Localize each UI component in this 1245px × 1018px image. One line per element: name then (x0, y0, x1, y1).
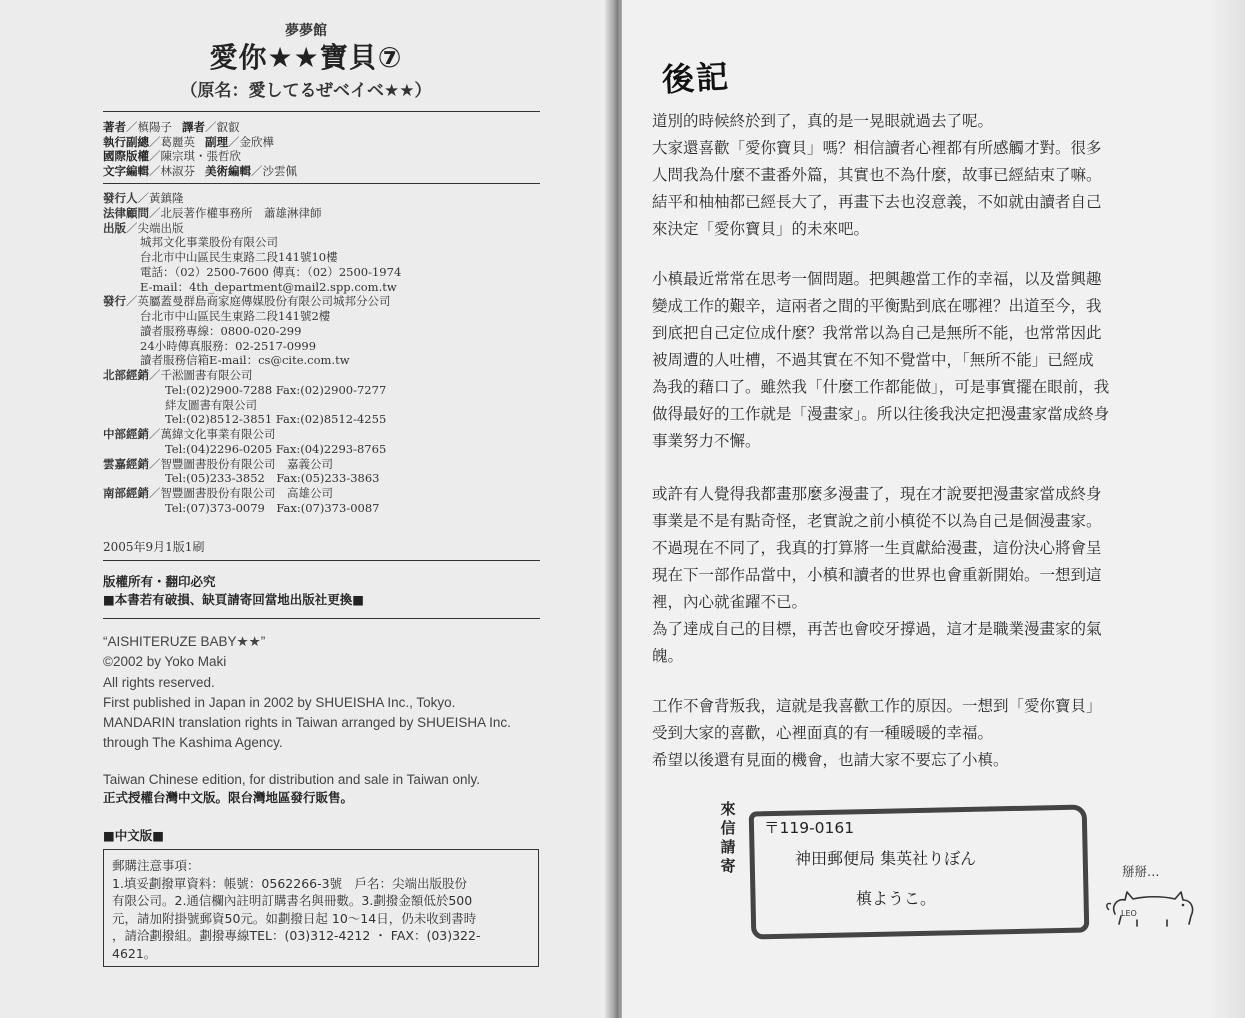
info-row (103, 471, 401, 486)
info-row (103, 324, 401, 339)
info-row (103, 339, 401, 354)
credit-row (103, 149, 297, 164)
info-value: Tel:(05)233-3852 Fax:(05)233-3863 (165, 471, 380, 486)
credit-role: 國際版權 (103, 149, 149, 164)
info-label: 中部經銷 (103, 427, 149, 441)
info-label: 出版 (103, 220, 126, 235)
postal-code: 〒119-0161 (764, 819, 855, 837)
info-label: 雲嘉經銷 (103, 456, 149, 471)
divider (103, 618, 540, 619)
credit-name: ／槙陽子 (126, 120, 172, 134)
credit-role: 美術編輯 (205, 163, 251, 178)
handwritten-line: 希望以後還有見面的機會，也請大家不要忘了小槙。 (652, 751, 1009, 769)
info-row (103, 191, 401, 206)
handwritten-line: 被周遭的人吐槽，不過其實在不知不覺當中，「無所不能」已經成 (652, 351, 1094, 369)
info-label: 法律顧問 (103, 205, 149, 220)
credit-role: 譯者 (182, 120, 205, 134)
info-row (103, 383, 401, 398)
edition-en: Taiwan Chinese edition, for distribution and sale in Taiwan only. (103, 772, 480, 787)
print-date: 2005年9月1版1刷 (103, 540, 205, 554)
divider (103, 183, 540, 184)
handwritten-line: 事業努力不懈。 (652, 432, 761, 450)
info-label: 北部經銷 (103, 368, 149, 382)
credit-name: ／林淑芬 (149, 163, 195, 178)
handwritten-line: 受到大家的喜歡，心裡面真的有一種暖暖的幸福。 (652, 724, 994, 742)
info-row (103, 206, 401, 221)
info-value: ／北辰著作權事務所 蕭雄淋律師 (149, 205, 322, 220)
info-row (103, 427, 401, 442)
credit-role: 執行副總 (103, 134, 149, 149)
info-row (103, 235, 401, 250)
info-value: 城邦文化事業股份有限公司 (140, 235, 278, 250)
handwritten-line: 現在下一部作品當中，小槙和讀者的世界也會重新開始。一想到這 (652, 566, 1102, 584)
handwritten-line: 為了達成自己的目標，再苦也會咬牙撐過，這才是職業漫畫家的氣 (652, 620, 1102, 638)
edition-zh: 正式授權台灣中文版。限台灣地區發行販售。 (103, 790, 354, 805)
info-row (103, 398, 401, 413)
credit-role: 副理 (205, 134, 228, 149)
handwritten-line: 或許有人覺得我都畫那麼多漫畫了，現在才說要把漫畫家當成終身 (652, 485, 1102, 503)
zh-edition-label: ■中文版■ (103, 828, 165, 843)
info-label: 發行 (103, 294, 126, 309)
credit-name: ／陳宗琪・張哲欣 (149, 149, 241, 164)
rights-line-2: ■本書若有破損、缺頁請寄回當地出版社更換■ (103, 592, 365, 607)
rights-line-1: 版權所有・翻印必究 (103, 574, 216, 589)
handwritten-line: 事業是不是有點奇怪，老實說之前小槙從不以為自己是個漫畫家。 (652, 512, 1102, 530)
handwritten-line: 不過現在不同了，我真的打算將一生貢獻給漫畫，這份決心將會呈 (652, 539, 1102, 557)
info-value: Tel:(04)2296-0205 Fax:(04)2293-8765 (165, 441, 387, 456)
info-label: 南部經銷 (103, 486, 149, 500)
credit-row (103, 135, 297, 150)
mail-order-notice-box (103, 849, 539, 967)
info-row (103, 250, 401, 265)
handwritten-line: 裡，內心就雀躍不已。 (652, 593, 808, 611)
goodbye-caption: 掰掰… (1122, 864, 1160, 879)
info-value: 24小時傳真服務：02-2517-0999 (140, 338, 317, 353)
staff-credits (103, 120, 297, 178)
mascot-name: LEO (1121, 909, 1137, 918)
english-line: All rights reserved. (103, 674, 215, 690)
info-value: Tel:(02)2900-7288 Fax:(02)2900-7277 (165, 382, 387, 397)
info-value: 電話：（02）2500-7600 傳真：（02）2500-1974 (140, 264, 402, 279)
english-line: ©2002 by Yoko Maki (103, 654, 227, 670)
english-line: through The Kashima Agency. (103, 735, 283, 751)
info-value: ／智豐圖書股份有限公司 嘉義公司 (149, 456, 333, 471)
credit-role: 文字編輯 (103, 163, 149, 178)
info-row (103, 265, 401, 280)
credit-row (103, 164, 297, 179)
handwritten-line: 來決定「愛你寶貝」的未來吧。 (652, 220, 870, 238)
info-row (103, 280, 401, 295)
addressee: 槙ようこ。 (856, 889, 937, 908)
copyright-notice (103, 573, 364, 609)
info-value: Tel:(07)373-0079 Fax:(07)373-0087 (165, 500, 380, 515)
notice-line: 有限公司。2.通信欄內註明訂購書名與冊數。3.劃撥金額低於500 (112, 893, 473, 908)
info-value: E-mail：4th_department@mail2.spp.com.tw (140, 279, 397, 294)
credit-name: ／叡叡 (205, 120, 240, 134)
info-value: 台北市中山區民生東路二段141號10樓 (140, 250, 338, 264)
afterword-paragraph (652, 108, 1212, 243)
handwritten-line: 魄。 (652, 647, 684, 665)
info-value: 讀者服務信箱E-mail：cs@cite.com.tw (140, 353, 350, 368)
info-row (103, 353, 401, 368)
info-row (103, 309, 401, 324)
info-row (103, 368, 401, 383)
notice-line: 郵購注意事項： (112, 858, 200, 873)
publishing-info (103, 191, 401, 516)
info-row (103, 221, 401, 236)
cat-mascot-icon (1105, 880, 1201, 928)
info-value: ／千淞圖書有限公司 (149, 368, 253, 382)
book-title: 愛你★★寶貝⑦ (209, 41, 403, 74)
publisher-label: 夢夢館 (285, 23, 327, 39)
handwritten-line: 做得最好的工作就是「漫畫家」。所以往後我決定把漫畫家當成終身 (652, 405, 1110, 423)
info-row (103, 486, 401, 501)
notice-line: ，請洽劃撥組。劃撥專線TEL：(03)312-4212 ・ FAX：(03)322- (112, 928, 481, 943)
mail-label: 來 信 請 寄 (720, 800, 736, 875)
credit-name: ／沙雲佩 (251, 163, 297, 178)
handwritten-line: 結平和柚柚都已經長大了，再畫下去也沒意義，不如就由讀者自己 (652, 193, 1102, 211)
page-edge (1209, 0, 1245, 1018)
notice-line: 4621。 (112, 945, 157, 961)
afterword-paragraph (652, 693, 1212, 774)
handwritten-line: 小槙最近常常在思考一個問題。把興趣當工作的幸福，以及當興趣 (652, 270, 1102, 288)
info-value: ／智豐圖書股份有限公司 高雄公司 (149, 486, 333, 500)
original-title: （原名：愛してるぜベイベ★★） (180, 81, 432, 101)
info-row (103, 442, 401, 457)
info-value: Tel:(02)8512-3851 Fax:(02)8512-4255 (165, 412, 387, 427)
handwritten-line: 變成工作的艱辛，這兩者之間的平衡點到底在哪裡？出道至今，我 (652, 297, 1102, 315)
handwritten-line: 大家還喜歡「愛你寶貝」嗎？相信讀者心裡都有所感觸才對。很多 (652, 139, 1102, 157)
info-row (103, 501, 401, 516)
edition-notice (103, 771, 480, 807)
info-row (103, 412, 401, 427)
afterword-paragraph (652, 481, 1212, 670)
info-value: 絆友圖書有限公司 (165, 397, 257, 412)
notice-line: 元，請加附掛號郵資50元。如劃撥日起 10～14日，仍未收到書時 (112, 910, 477, 926)
divider (103, 111, 540, 112)
info-value: 台北市中山區民生東路二段141號2樓 (140, 309, 331, 323)
english-copyright (103, 632, 511, 754)
english-line: First published in Japan in 2002 by SHUEISHA Inc., Tokyo. (103, 694, 456, 710)
handwritten-line: 工作不會背叛我，這就是我喜歡工作的原因。一想到「愛你寶貝」 (652, 697, 1102, 715)
divider (103, 560, 540, 561)
info-value: ／英屬蓋曼群島商家庭傳媒股份有限公司城邦分公司 (126, 294, 391, 309)
credit-row (103, 120, 297, 135)
credit-name: ／金欣樺 (228, 134, 274, 149)
info-row (103, 294, 401, 309)
info-value: ／萬緯文化事業有限公司 (149, 427, 276, 441)
handwritten-line: 道別的時候終於到了，真的是一晃眼就過去了呢。 (652, 112, 994, 130)
mailing-address: 神田郵便局 集英社りぼん (795, 849, 977, 868)
afterword-title: 後記 (661, 57, 732, 99)
credit-name: ／葛麗英 (149, 134, 195, 149)
info-value: ／黃鎮隆 (137, 191, 184, 205)
handwritten-line: 為我的藉口了。雖然我「什麼工作都能做」，可是事實擺在眼前，我 (652, 378, 1110, 396)
info-row (103, 457, 401, 472)
info-value: ／尖端出版 (126, 220, 184, 235)
handwritten-line: 到底把自己定位成什麼？我常常以為自己是無所不能，也常常因此 (652, 324, 1102, 342)
info-value: 讀者服務專線：0800-020-299 (140, 323, 302, 338)
colophon-page (0, 0, 612, 1018)
info-label: 發行人 (103, 191, 138, 205)
afterword-paragraph (652, 266, 1212, 455)
english-line: “AISHITERUZE BABY★★” (103, 634, 266, 649)
notice-line: 1.填妥劃撥單資料：帳號：0562266-3號 戶名：尖端出版股份 (112, 875, 468, 891)
english-line: MANDARIN translation rights in Taiwan arranged by SHUEISHA Inc. (103, 715, 511, 731)
credit-role: 著者 (103, 120, 126, 134)
handwritten-line: 人問我為什麼不畫番外篇，其實也不為什麼，故事已經結束了嘛。 (652, 166, 1102, 184)
